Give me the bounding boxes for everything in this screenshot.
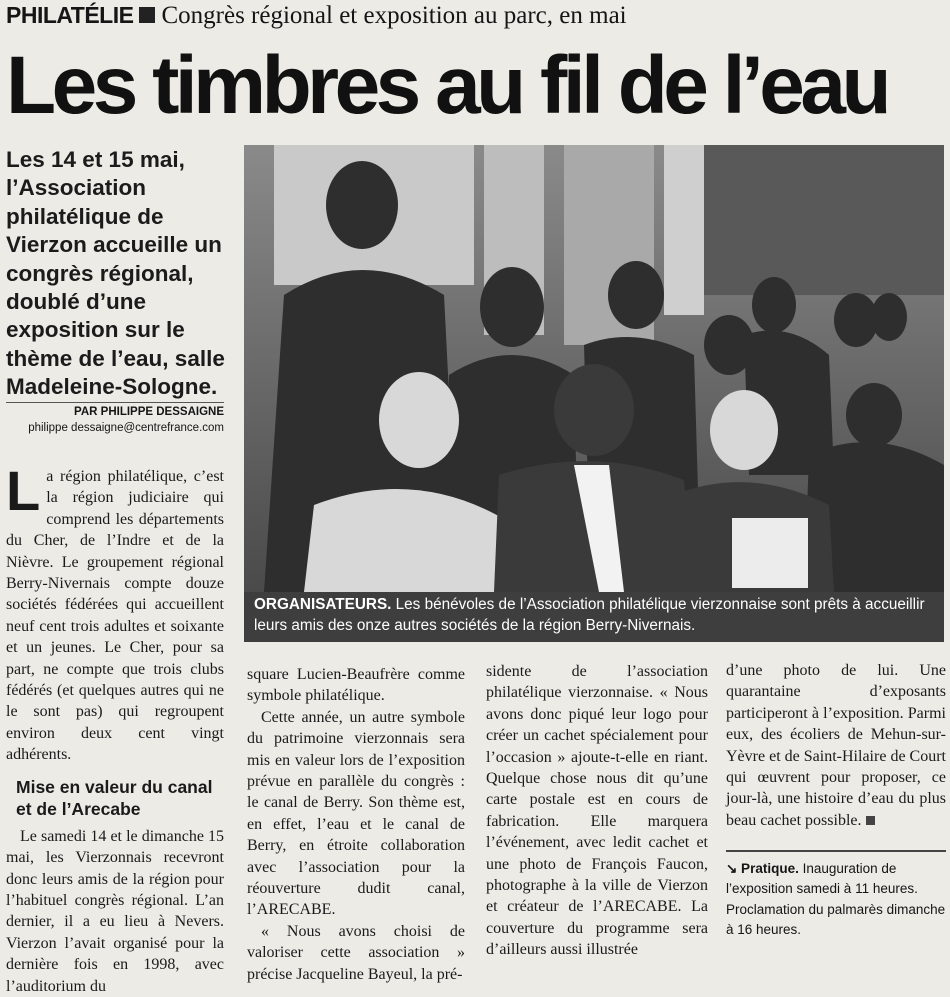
article-paragraph: Le samedi 14 et le dimanche 15 mai, les Vierzonnais recevront donc leurs amis de la région pour l’habituel congrès régional. L’an dernier, il a eu lieu à Nevers. Vierzon l’avait organisé pour la dernière fois en 1998, avec l’auditorium du [6, 827, 224, 995]
photo-caption [244, 592, 944, 642]
article-paragraph: « Nous avons choisi de valoriser cette association » précise Jacqueline Bayeul, la pré- [247, 922, 465, 983]
rubric-text: Congrès régional et exposition au parc, en mai [161, 2, 627, 29]
section-rubric [6, 2, 627, 30]
article-paragraph: a région philatélique, c’est la région judiciaire qui comprend les départements du Cher, de l’Indre et de la Nièvre. Le groupement régional Berry-Nivernais compte douze sociétés fédérées qui accueillent neuf cent trois adultes et soixante et un jeunes. Le Cher, pour sa part, ne compte que trois clubs fédérés (et quelques autres qui ne le sont pas) qui regroupent environ deux cent vingt adhérents. [6, 468, 224, 764]
article-column-3 [486, 661, 708, 961]
article-column-4 [726, 660, 946, 831]
photo-image [244, 145, 944, 592]
headline: Les timbres au fil de l’eau [6, 40, 888, 131]
article-paragraph: sidente de l’association philatélique vierzonnaise. « Nous avons donc piqué leur logo pour créer un cachet spécialement pour l’occasion » ajoute-t-elle en riant. Quelque chose nous dit qu’une carte postale est en cours de fabrication. Elle marquera l’événement, avec ledit cachet et une photo de François Faucon, photographe à la ville de Vierzon et créateur de l’ARECABE. La couverture du programme sera d’ailleurs aussi illustrée [486, 663, 708, 959]
byline [6, 402, 224, 434]
article-subheading: Mise en valeur du canal et de l’Arecabe [16, 776, 213, 819]
practical-info-box [726, 850, 946, 941]
lede-paragraph: Les 14 et 15 mai, l’Association philatélique de Vierzon accueille un congrès régional, doublé d’une exposition sur le thème de l’eau, salle Madeleine-Sologne. [6, 147, 225, 400]
byline-author: PAR PHILIPPE DESSAIGNE [74, 406, 224, 418]
article-column-2 [247, 664, 465, 985]
rubric-keyword: PHILATÉLIE [6, 2, 134, 28]
article-paragraph: Cette année, un autre symbole du patrimoine vierzonnais sera mis en valeur lors de l’exposition prévue en parallèle du congrès : le canal de Berry. Son thème est, en effet, l’eau et le canal de Berry, en étroite collaboration avec l’association pour la réouverture dudit canal, l’ARECABE. [247, 708, 465, 919]
article-column-1 [6, 459, 224, 997]
caption-label: ORGANISATEURS. [254, 596, 392, 613]
drop-cap: L [6, 459, 41, 522]
practical-label: ↘ Pratique. [726, 861, 799, 876]
byline-email: philippe dessaigne@centrefrance.com [28, 422, 224, 434]
rubric-square-icon [139, 7, 155, 23]
end-mark-icon [866, 816, 875, 825]
article-paragraph: d’une photo de lui. Une quarantaine d’exposants participeront à l’exposition. Parmi eux, des écoliers de Mehun-sur-Yèvre et de Saint-Hilaire de Court qui œuvrent pour proposer, ce jour-là, une histoire d’eau du plus beau cachet possible. [726, 662, 946, 829]
group-photo [244, 145, 944, 592]
article-paragraph: square Lucien-Beaufrère comme symbole philatélique. [247, 666, 465, 705]
practical-text: Inauguration de l’exposition samedi à 11 heures. Proclamation du palmarès dimanche à 16 heures. [726, 861, 946, 938]
caption-text: Les bénévoles de l’Association philatélique vierzonnaise sont prêts à accueillir leurs amis des onze autres sociétés de la région Berry-Nivernais. [254, 596, 925, 634]
